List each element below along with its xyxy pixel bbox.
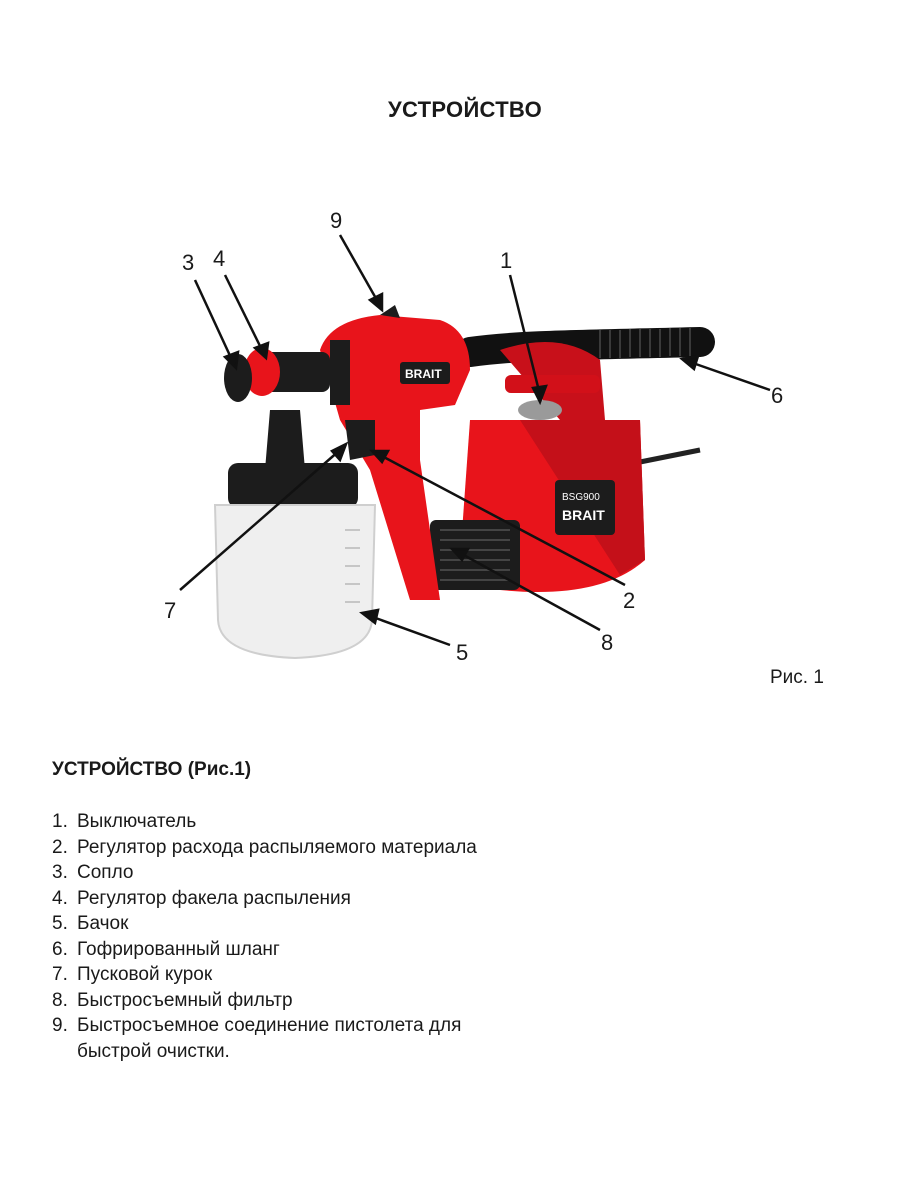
model-label: BSG900 [562, 492, 600, 503]
callout-2: 2 [623, 588, 636, 613]
item-text: Быстросъемный фильтр [77, 989, 293, 1011]
list-item [52, 1013, 522, 1064]
list-item [52, 860, 522, 886]
item-text: Регулятор факела распыления [77, 887, 351, 909]
list-item [52, 911, 522, 937]
list-item [52, 988, 522, 1014]
callout-4: 4 [213, 246, 226, 271]
item-number: 7. [52, 964, 68, 985]
callout-6: 6 [771, 383, 784, 408]
list-item [52, 937, 522, 963]
item-text: Регулятор расхода распыляемого материала [77, 836, 477, 858]
parts-list [52, 809, 522, 1064]
item-number: 9. [52, 1015, 68, 1036]
figure-caption: Рис. 1 [770, 667, 824, 688]
list-item [52, 886, 522, 912]
page-title: УСТРОЙСТВО [387, 97, 542, 122]
callout-5: 5 [456, 640, 469, 665]
item-text: Гофрированный шланг [77, 938, 280, 960]
item-text: Пусковой курок [77, 964, 213, 985]
item-text: Быстросъемное соединение пистолета для быстрой очистки. [77, 1015, 462, 1062]
callout-3: 3 [182, 250, 195, 275]
trigger [345, 420, 375, 460]
item-number: 4. [52, 887, 68, 909]
callout-9: 9 [330, 208, 343, 233]
item-number: 3. [52, 862, 68, 883]
paint-tank [215, 463, 375, 658]
item-text: Сопло [77, 862, 134, 883]
item-number: 6. [52, 938, 68, 960]
callout-8: 8 [601, 630, 614, 655]
item-number: 2. [52, 836, 68, 858]
legend-title: УСТРОЙСТВО (Рис.1) [52, 759, 252, 780]
power-cord [640, 450, 700, 462]
item-text: Выключатель [77, 811, 197, 832]
gun-brand-logo: BRAIT [405, 367, 442, 381]
list-item [52, 809, 522, 835]
list-item [52, 835, 522, 861]
brand-logo: BRAIT [562, 507, 605, 523]
item-text: Бачок [77, 913, 129, 934]
item-number: 8. [52, 989, 68, 1011]
item-number: 5. [52, 913, 68, 934]
callout-1: 1 [500, 248, 513, 273]
list-item [52, 962, 522, 988]
callout-7: 7 [164, 598, 177, 623]
item-number: 1. [52, 811, 68, 832]
